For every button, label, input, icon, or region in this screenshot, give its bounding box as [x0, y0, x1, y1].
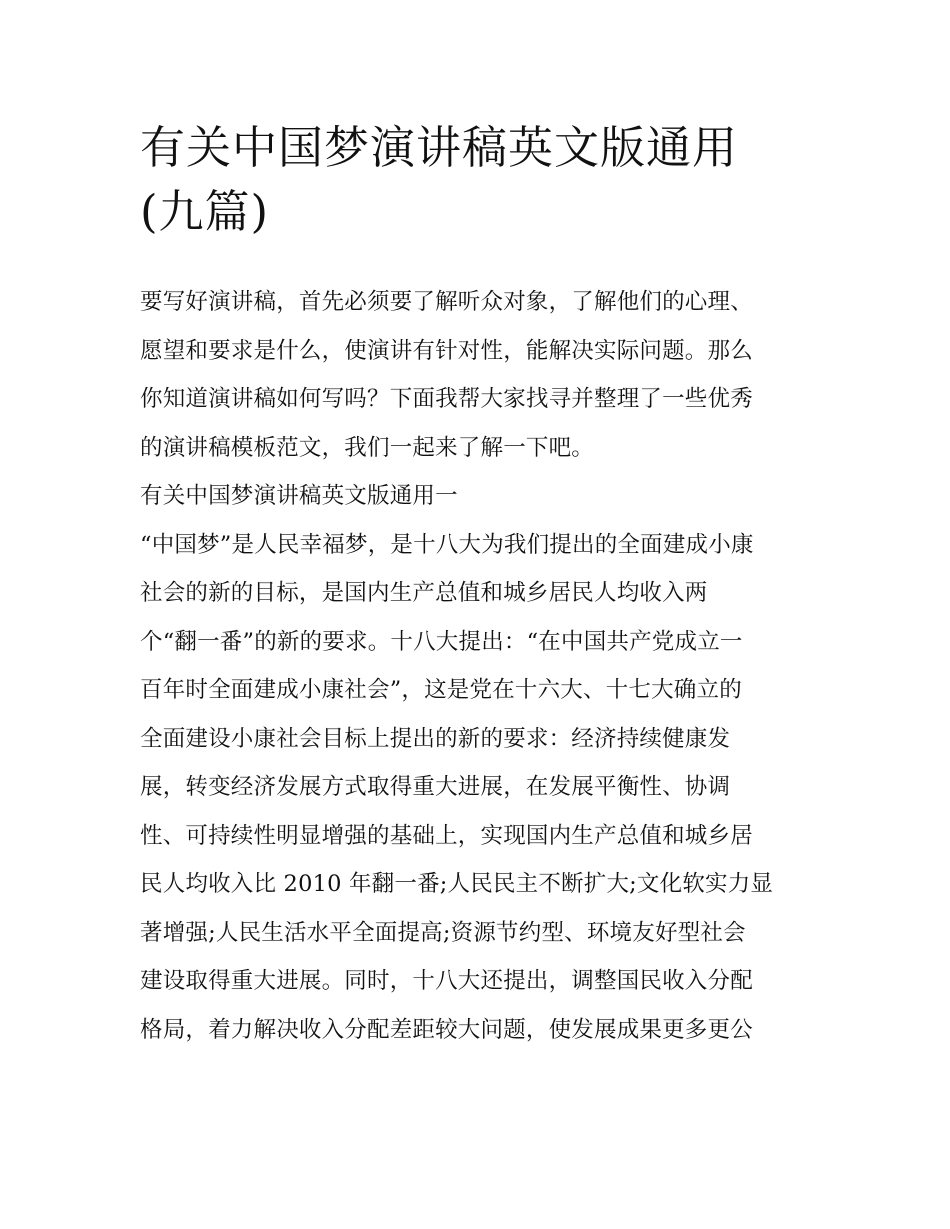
title-line: 有关中国梦演讲稿英文版通用	[140, 121, 739, 174]
intro-line: 你知道演讲稿如何写吗？下面我帮大家找寻并整理了一些优秀	[140, 386, 753, 412]
paragraph-line: “中国梦”是人民幸福梦，是十八大为我们提出的全面建成小康	[140, 531, 754, 558]
paragraph-line: 个“翻一番”的新的要求。十八大提出：“在中国共产党成立一	[140, 628, 743, 655]
title-line: (九篇)	[140, 185, 270, 238]
paragraph-line: 著增强;人民生活水平全面提高;资源节约型、环境友好型社会	[140, 919, 746, 946]
paragraph-line: 建设取得重大进展。同时，十八大还提出，调整国民收入分配	[140, 968, 753, 994]
document-title	[140, 116, 830, 244]
intro-line: 愿望和要求是什么，使演讲有针对性，能解决实际问题。那么	[140, 337, 753, 364]
paragraph-line: 社会的新的目标，是国内生产总值和城乡居民人均收入两	[140, 580, 708, 606]
paragraph-line: 民人均收入比 2010 年翻一番;人民民主不断扩大;文化软实力显	[140, 871, 774, 897]
intro-line: 的演讲稿模板范文，我们一起来了解一下吧。	[140, 434, 595, 461]
paragraph-line: 展，转变经济发展方式取得重大进展，在发展平衡性、协调	[140, 774, 731, 800]
paragraph-line: 性、可持续性明显增强的基础上，实现国内生产总值和城乡居	[140, 822, 753, 849]
paragraph-line: 百年时全面建成小康社会”，这是党在十六大、十七大确立的	[140, 677, 742, 703]
paragraph-line: 格局，着力解决收入分配差距较大问题，使发展成果更多更公	[140, 1016, 753, 1043]
section-heading: 有关中国梦演讲稿英文版通用一	[140, 483, 458, 509]
intro-line: 要写好演讲稿，首先必须要了解听众对象，了解他们的心理、	[140, 289, 753, 315]
document-body	[140, 282, 830, 1058]
paragraph-line: 全面建设小康社会目标上提出的新的要求：经济持续健康发	[140, 725, 731, 752]
